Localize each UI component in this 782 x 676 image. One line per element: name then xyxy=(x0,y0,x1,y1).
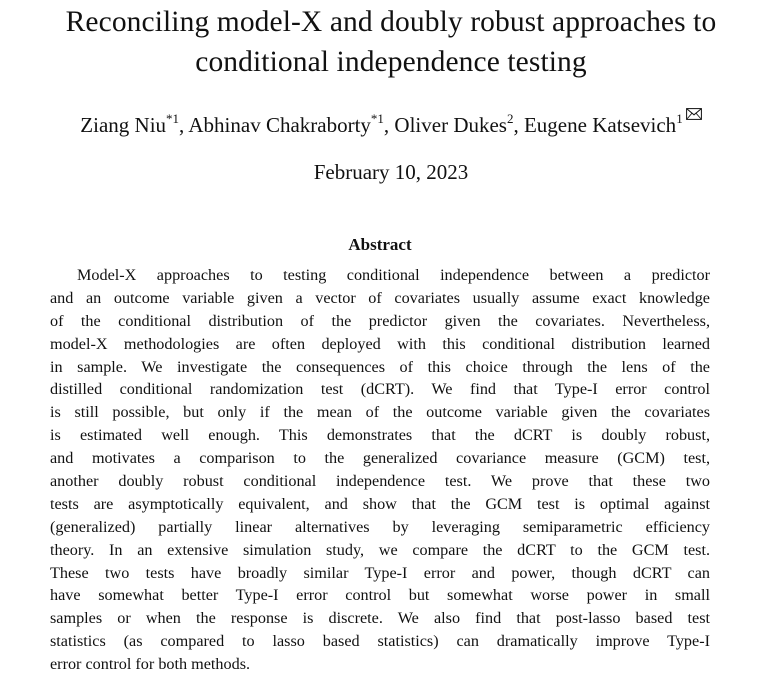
abstract-line: model-X methodologies are often deployed with this conditional distribution learned xyxy=(50,334,710,353)
abstract-line: tests are asymptotically equivalent, and show that the GCM test is optimal against xyxy=(50,494,710,513)
author-katsevich xyxy=(524,113,683,137)
abstract-line: and an outcome variable given a vector of covariates usually assume exact knowledge xyxy=(50,288,710,307)
abstract-line: These two tests have broadly similar Type-I error and power, though dCRT can xyxy=(50,563,710,582)
paper-title xyxy=(0,2,782,82)
title-line-1: Reconciling model-X and doubly robust approaches to xyxy=(65,6,717,38)
title-line-2: conditional independence testing xyxy=(195,46,587,78)
abstract-line: (generalized) partially linear alternatives by leveraging semiparametric efficiency xyxy=(50,517,710,536)
author-affiliation: *1 xyxy=(166,111,180,126)
abstract-line: distilled conditional randomization test (dCRT). We find that Type-I error control xyxy=(50,380,710,399)
author-affiliation: 2 xyxy=(506,111,514,126)
author-name: Ziang Niu xyxy=(80,113,167,137)
author-name: Abhinav Chakraborty xyxy=(188,113,371,137)
abstract-line: is estimated well enough. This demonstrates that the dCRT is doubly robust, xyxy=(50,426,710,445)
author-niu xyxy=(80,113,179,137)
author-separator: , xyxy=(383,113,395,137)
abstract-line: in sample. We investigate the consequences of this choice through the lens of the xyxy=(50,357,710,376)
author-separator: , xyxy=(513,113,524,137)
abstract-line: of the conditional distribution of the predictor given the covariates. Nevertheless, xyxy=(50,311,710,330)
author-chakraborty xyxy=(188,113,384,137)
author-name: Eugene Katsevich xyxy=(523,113,677,137)
abstract-body xyxy=(50,264,710,676)
abstract-line: samples or when the response is discrete. We also find that post-lasso based test xyxy=(50,609,710,628)
envelope-icon[interactable] xyxy=(686,99,702,111)
abstract-line: statistics (as compared to lasso based statistics) can dramatically improve Type-I xyxy=(50,632,710,651)
author-separator: , xyxy=(179,113,189,137)
author-name: Oliver Dukes xyxy=(394,113,507,137)
abstract-line: is still possible, but only if the mean of the outcome variable given the covariates xyxy=(50,403,710,422)
publication-date: February 10, 2023 xyxy=(313,160,469,184)
abstract-line: have somewhat better Type-I error control but somewhat worse power in small xyxy=(50,586,710,605)
author-affiliation: *1 xyxy=(370,111,384,126)
abstract-line: error control for both methods. xyxy=(50,655,251,674)
abstract-line: another doubly robust conditional independence test. We prove that these two xyxy=(50,472,710,491)
abstract-line: theory. In an extensive simulation study, we compare the dCRT to the GCM test. xyxy=(50,540,710,559)
author-dukes xyxy=(394,113,513,137)
abstract-line: Model-X approaches to testing conditional independence between a predictor xyxy=(77,266,710,284)
abstract-line: and motivates a comparison to the generalized covariance measure (GCM) test, xyxy=(50,449,710,468)
abstract-heading: Abstract xyxy=(348,235,412,254)
author-affiliation: 1 xyxy=(676,111,683,126)
author-list xyxy=(0,111,782,139)
